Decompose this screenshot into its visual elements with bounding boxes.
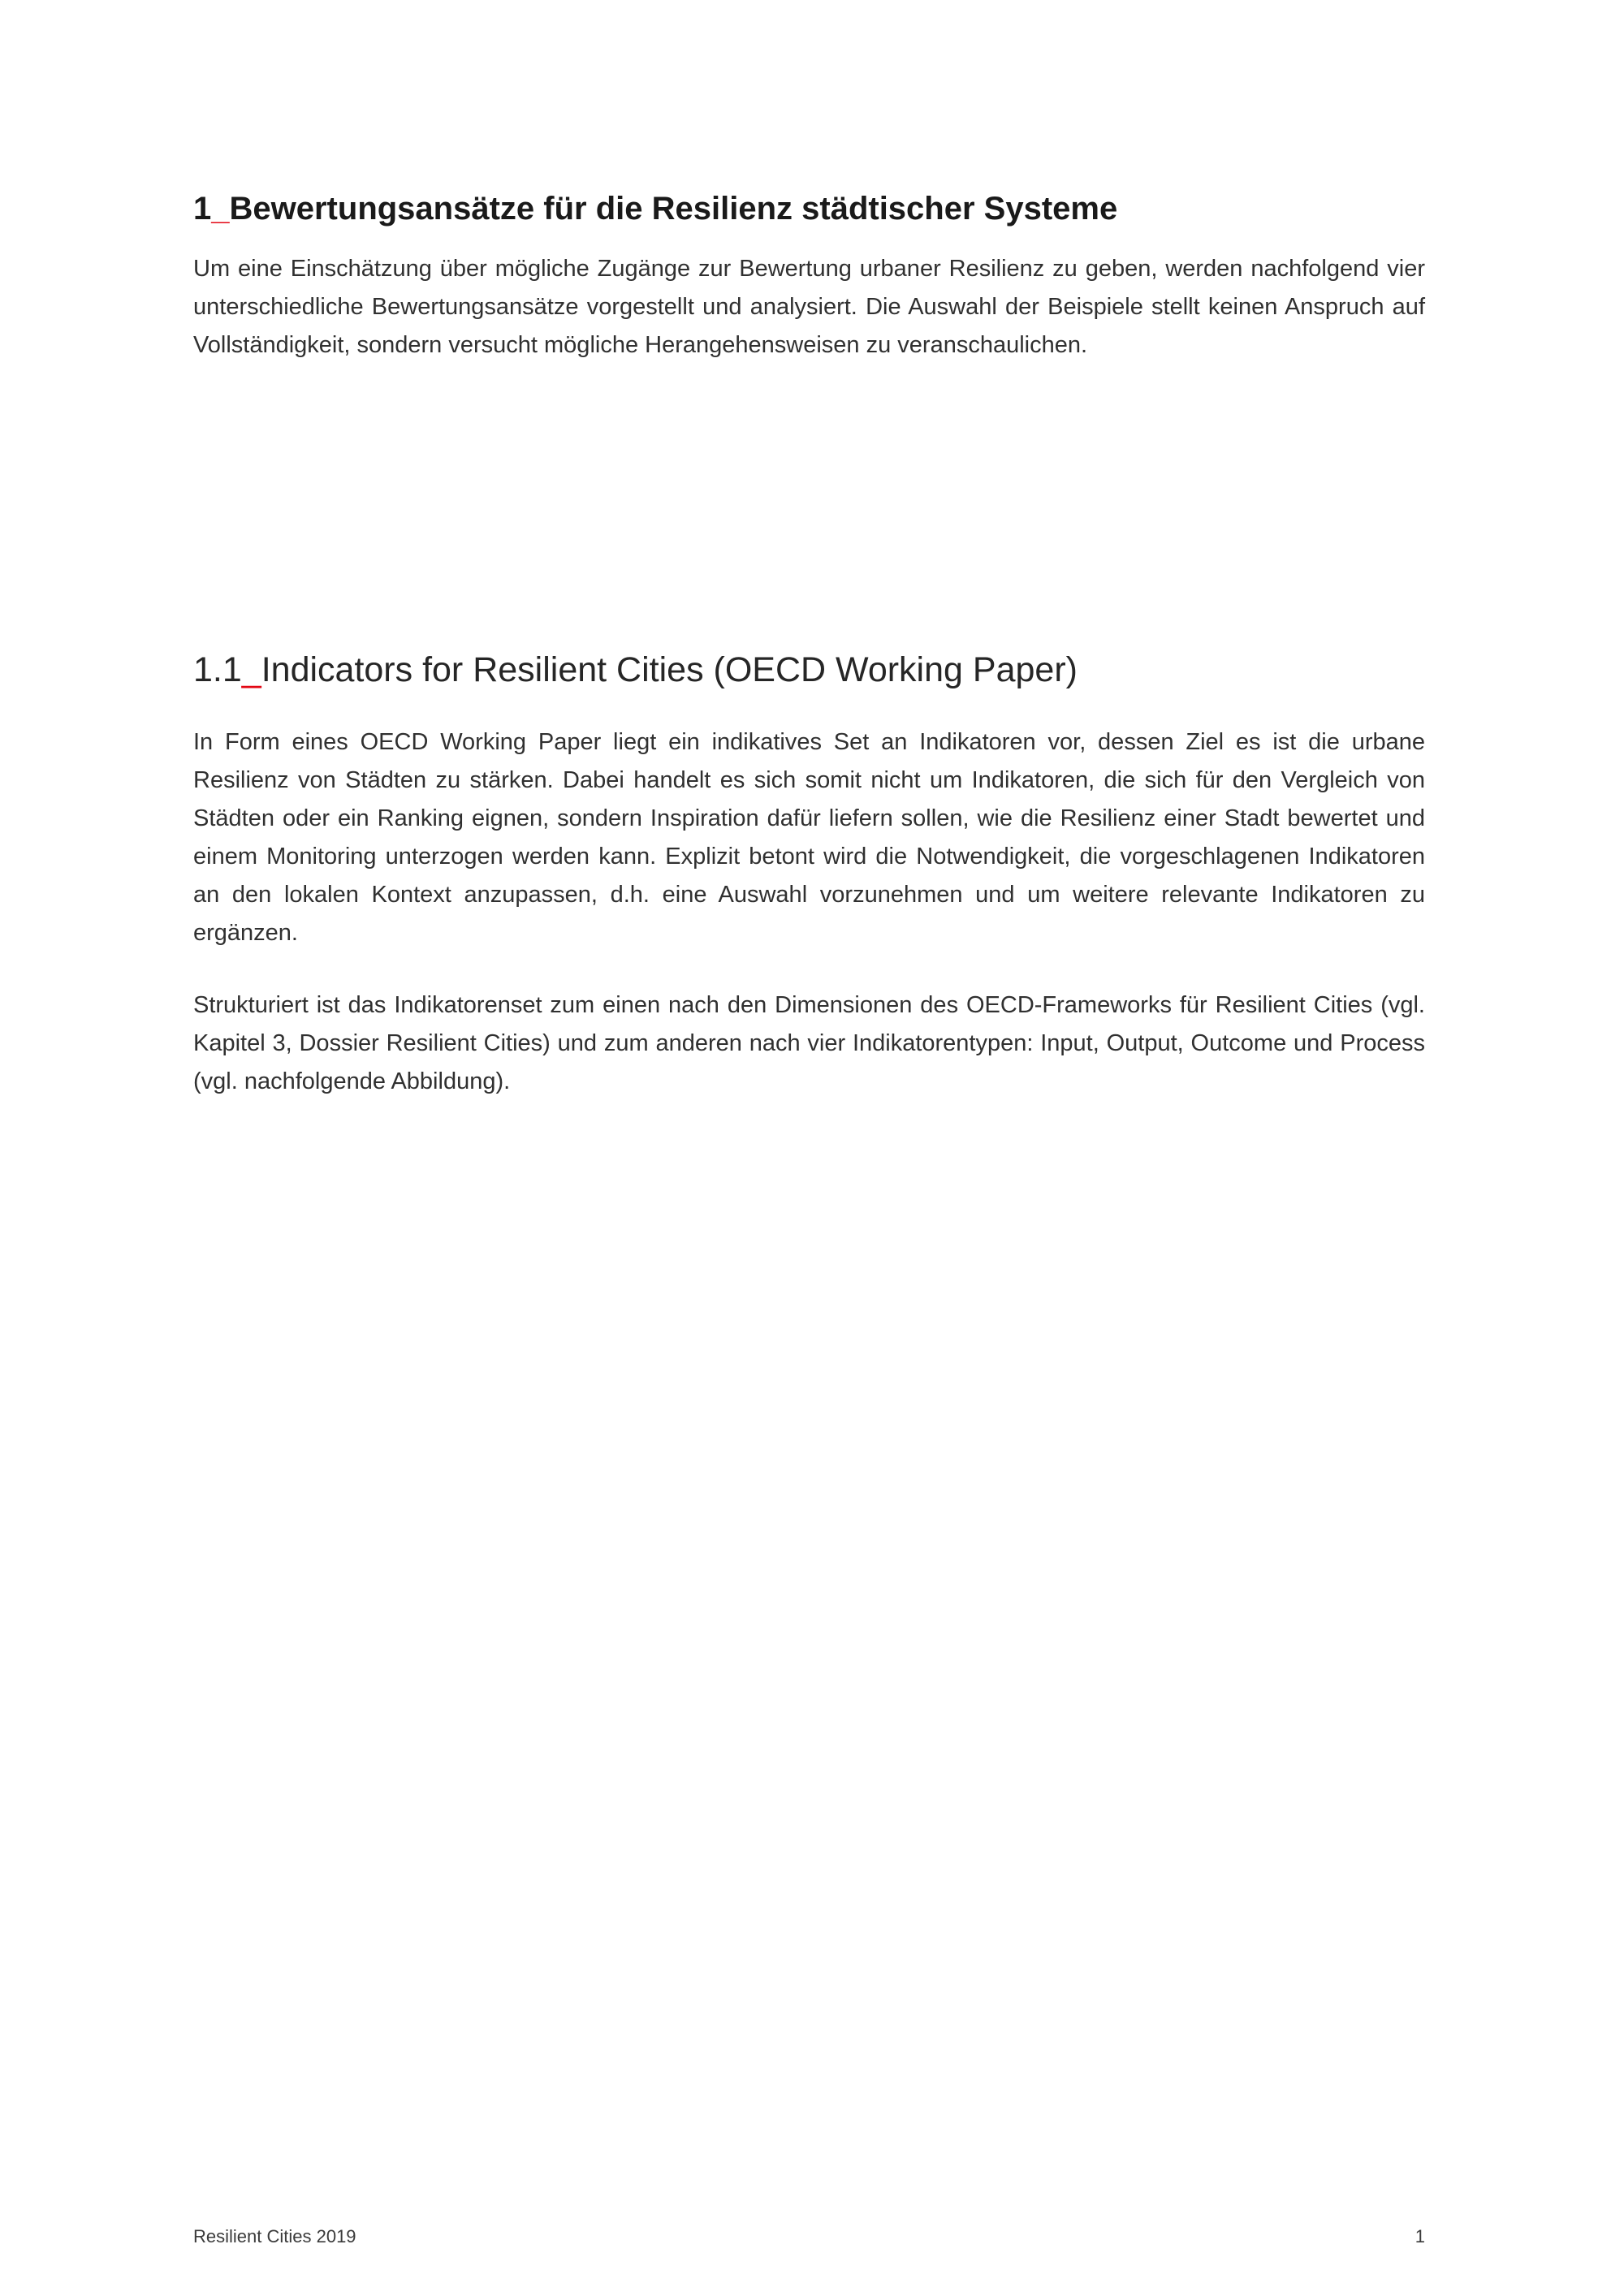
- section-1-separator: _: [211, 191, 230, 227]
- section-1-1-paragraph-1: In Form eines OECD Working Paper liegt ein indikatives Set an Indikatoren vor, dessen Ziel es ist die urbane Resilienz von Städten zu stärken. Dabei handelt es sich somit nicht um Indikatoren, die sich für den Vergleich von Städten oder ein Ranking eignen, sondern Inspiration dafür liefern sollen, wie die Resilienz einer Stadt bewertet und einem Monitoring unterzogen werden kann. Explizit betont wird die Notwendigkeit, die vorgeschlagenen Indikatoren an den lokalen Kontext anzupassen, d.h. eine Auswahl vorzunehmen und um weitere relevante Indikatoren zu ergänzen.: [193, 729, 1425, 946]
- section-1-1-paragraph-2: Strukturiert ist das Indikatorenset zum einen nach den Dimensionen des OECD-Frameworks für Resilient Cities (vgl. Kapitel 3, Dossier Resilient Cities) und zum anderen nach vier Indikatorentypen: Input, Output, Outcome und Process (vgl. nachfolgende Abbildung).: [193, 992, 1425, 1094]
- section-1-1-title: Indicators for Resilient Cities (OECD Working Paper): [261, 650, 1078, 689]
- section-1-paragraph: Um eine Einschätzung über mögliche Zugänge zur Bewertung urbaner Resilienz zu geben, werden nachfolgend vier unterschiedliche Bewertungsansätze vorgestellt und analysiert. Die Auswahl der Beispiele stellt keinen Anspruch auf Vollständigkeit, sondern versucht mögliche Herangehensweisen zu veranschaulichen.: [193, 256, 1425, 358]
- section-1-1-number: 1.1: [193, 650, 242, 689]
- section-1-1-separator: _: [241, 650, 261, 689]
- page-footer: [193, 2226, 1425, 2247]
- footer-document-title: Resilient Cities 2019: [193, 2226, 356, 2246]
- section-1-title: Bewertungsansätze für die Resilienz städtischer Systeme: [229, 191, 1118, 227]
- section-1-heading: [193, 189, 1425, 228]
- section-1-1-heading: [193, 649, 1425, 691]
- footer-page-number: 1: [1415, 2226, 1425, 2246]
- page-content: [193, 0, 1425, 1101]
- section-1-number: 1: [193, 191, 212, 227]
